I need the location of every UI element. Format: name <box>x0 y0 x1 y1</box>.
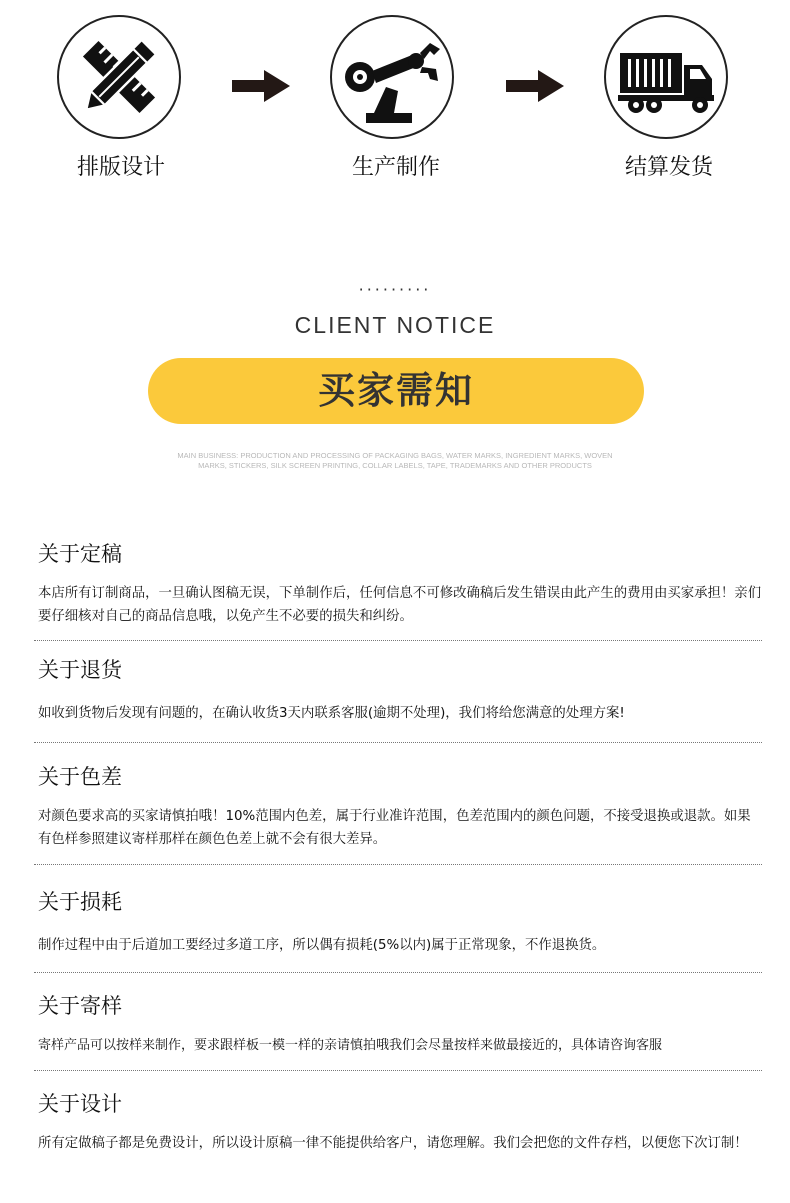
dotted-divider <box>34 972 762 973</box>
step-label-delivery: 结算发货 <box>624 155 713 180</box>
design-step-circle <box>57 15 181 139</box>
buyer-notice-banner <box>148 358 644 424</box>
section-body: 制作过程中由于后道加工要经过多道工序，所以偶有损耗(5%以内)属于正常现象，不作退换货。 <box>38 938 606 953</box>
step-label-design: 排版设计 <box>76 155 165 180</box>
decorative-dots: ········· <box>358 280 432 299</box>
section-title: 关于寄样 <box>38 994 122 1018</box>
section-body: 寄样产品可以按样来制作，要求跟样板一模一样的亲请慎拍哦我们会尽量按样来做最接近的，具体请咨询客服 <box>38 1038 663 1053</box>
section-finalization <box>38 538 763 628</box>
client-notice-title: CLIENT NOTICE <box>294 312 496 338</box>
dotted-divider <box>34 1070 762 1071</box>
section-title: 关于色差 <box>38 765 122 789</box>
section-body: 如收到货物后发现有问题的，在确认收货3天内联系客服(逾期不处理)，我们将给您满意的处理方案! <box>38 706 625 721</box>
section-title: 关于设计 <box>38 1092 122 1116</box>
section-color-difference <box>38 761 763 851</box>
dotted-divider <box>34 640 762 641</box>
section-body: 所有定做稿子都是免费设计，所以设计原稿一律不能提供给客户，请您理解。我们会把您的文件存档，以便您下次订制！ <box>38 1136 748 1151</box>
arrow-right-icon <box>506 70 564 102</box>
section-title: 关于损耗 <box>38 890 122 914</box>
section-body: 对颜色要求高的买家请慎拍哦！10%范围内色差，属于行业准许范围，色差范围内的颜色问题，不接受退换或退款。如果有色样参照建议寄样那样在颜色色差上就不会有很大差异。 <box>38 809 751 847</box>
section-title: 关于退货 <box>38 658 122 682</box>
arrow-right-icon <box>232 70 290 102</box>
section-wastage <box>38 886 763 957</box>
section-design <box>38 1088 763 1155</box>
section-samples <box>38 990 763 1057</box>
main-business-line: MAIN BUSINESS: PRODUCTION AND PROCESSING OF PACKAGING BAGS, WATER MARKS, INGREDIENT MARKS, WOVEN MARKS, STICKERS, SILK SCREEN PRINTING, COLLAR LABELS, TAPE, TRADEMARKS AND OTHER PRODUCTS <box>177 451 613 470</box>
section-title: 关于定稿 <box>38 542 122 566</box>
buyer-notice-title: 买家需知 <box>318 369 474 412</box>
robot-arm-icon <box>332 17 452 137</box>
dotted-divider <box>34 742 762 743</box>
section-returns <box>38 654 763 725</box>
design-tools-icon <box>59 17 179 137</box>
section-body: 本店所有订制商品，一旦确认图稿无误，下单制作后，任何信息不可修改确稿后发生错误由此产生的费用由买家承担！亲们要仔细核对自己的商品信息哦，以免产生不必要的损失和纠纷。 <box>38 586 762 624</box>
delivery-truck-icon <box>606 17 726 137</box>
production-step-circle <box>330 15 454 139</box>
dotted-divider <box>34 864 762 865</box>
delivery-step-circle <box>604 15 728 139</box>
step-label-production: 生产制作 <box>351 155 440 180</box>
